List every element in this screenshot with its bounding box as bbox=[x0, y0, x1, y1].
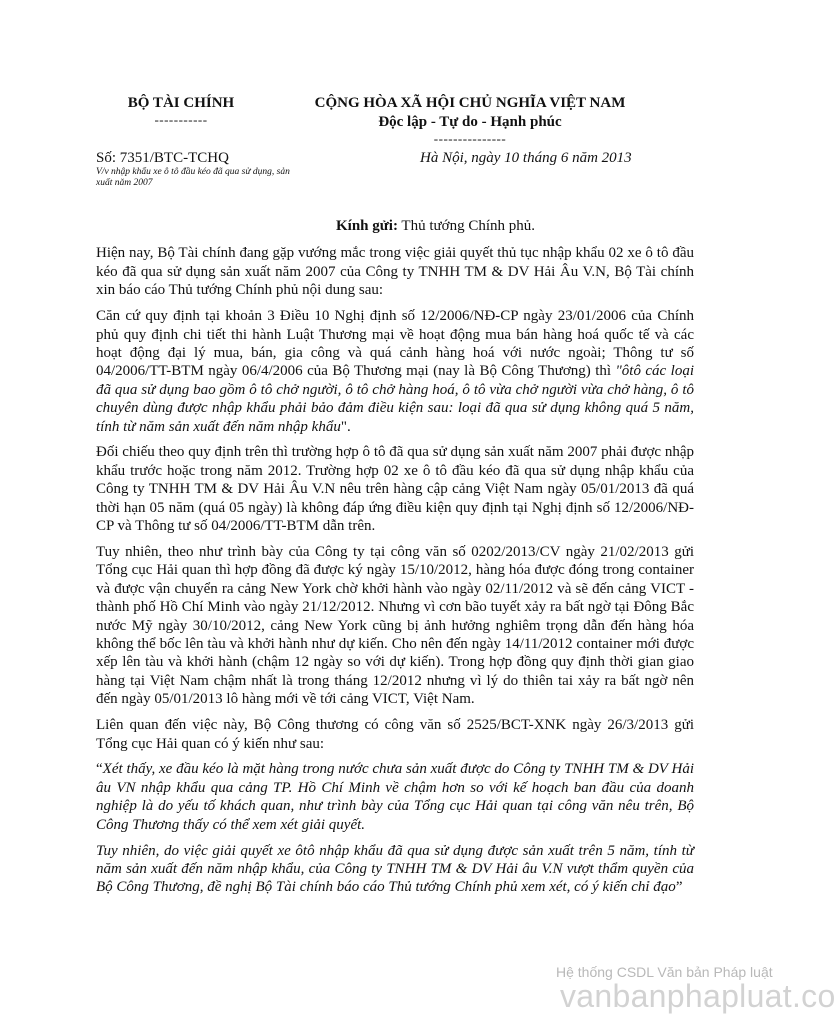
recipient-name: Thủ tướng Chính phủ. bbox=[401, 218, 535, 234]
recipient-label: Kính gửi: bbox=[336, 218, 398, 234]
paragraph-ministry-quote-2 bbox=[96, 842, 694, 897]
paragraph-legal-basis bbox=[96, 307, 694, 436]
watermark-caption: Hệ thống CSDL Văn bản Pháp luật bbox=[556, 964, 773, 980]
document-body bbox=[96, 217, 694, 904]
national-motto: Độc lập - Tự do - Hạnh phúc bbox=[378, 114, 562, 130]
ministry-quote-2-text: Tuy nhiên, do việc giải quyết xe ôtô nhập khẩu đã qua sử dụng được sản xuất trên 5 năm, tính từ năm sản xuất đến năm nhập khẩu, của Công ty TNHH TM & DV Hải âu V.N vượt thẩm quyền của Bộ Công Thương, đề nghị Bộ Tài chính báo cáo Thủ tướng Chính phủ xem xét, có ý kiến chỉ đạo bbox=[96, 842, 694, 896]
document-subject: V/v nhập khẩu xe ô tô đầu kéo đã qua sử dụng, sản xuất năm 2007 bbox=[96, 167, 290, 188]
issuing-agency-block bbox=[96, 94, 266, 126]
legal-quote-end: ". bbox=[340, 418, 351, 435]
place-and-date: Hà Nội, ngày 10 tháng 6 năm 2013 bbox=[420, 150, 632, 166]
country-name: CỘNG HÒA XÃ HỘI CHỦ NGHĨA VIỆT NAM bbox=[314, 95, 626, 111]
issuing-agency: BỘ TÀI CHÍNH bbox=[127, 95, 235, 111]
ministry-quote-1-text: Xét thấy, xe đầu kéo là mặt hàng trong nước chưa sản xuất được do Công ty TNHH TM & DV Hải âu VN nhập khẩu qua cảng TP. Hồ Chí Minh về chậm hơn so với kế hoạch ban đầu của doanh nghiệp là do yếu tố khách quan, như trình bày của Tổng cục Hải quan tại công văn nêu trên, Bộ Công Thương thấy có thể xem xét giải quyết. bbox=[96, 761, 694, 833]
paragraph-ministry-quote-1 bbox=[96, 760, 694, 834]
document-number: Số: 7351/BTC-TCHQ bbox=[96, 150, 229, 166]
national-title-block bbox=[285, 94, 655, 145]
motto-separator: --------------- bbox=[433, 131, 507, 146]
quote-open-mark: “ bbox=[96, 761, 103, 778]
watermark-site: vanbanphapluat.co bbox=[560, 978, 836, 1014]
recipient-line bbox=[96, 217, 694, 235]
paragraph-intro: Hiện nay, Bộ Tài chính đang gặp vướng mắc trong việc giải quyết thủ tục nhập khẩu 02 xe ô tô đầu kéo đã qua sử dụng sản xuất năm 2007 của Công ty TNHH TM & DV Hải Âu V.N, Bộ Tài chính xin báo cáo Thủ tướng Chính phủ nội dung sau: bbox=[96, 245, 694, 299]
legal-basis-text: Căn cứ quy định tại khoản 3 Điều 10 Nghị định số 12/2006/NĐ-CP ngày 23/01/2006 của Chính phủ quy định chi tiết thi hành Luật Thương mại về hoạt động mua bán hàng hoá quốc tế và các hoạt động đại lý mua, bán, gia công và quá cảnh hàng hoá với nước ngoài; Thông tư số 04/2006/TT-BTM ngày 06/4/2006 của Bộ Thương mại (nay là Bộ Công Thương) thì bbox=[96, 308, 694, 380]
paragraph-company-explanation: Tuy nhiên, theo như trình bày của Công ty tại công văn số 0202/2013/CV ngày 21/02/2013 gửi Tổng cục Hải quan thì hợp đồng đã được ký ngày 15/10/2012, hàng hóa được đóng trong container và được vận chuyển ra cảng New York chờ khởi hành vào ngày 02/11/2012 và sẽ đến cảng VICT - thành phố Hồ Chí Minh vào ngày 21/12/2012. Nhưng vì cơn bão tuyết xảy ra bất ngờ tại Đông Bắc nước Mỹ ngày 30/10/2012, cảng New York cũng bị ảnh hưởng nghiêm trọng dẫn đến hàng hóa không thể bốc lên tàu và khởi hành như dự kiến. Cho nên đến ngày 14/11/2012 container mới được xếp lên tàu và khởi hành (chậm 12 ngày so với dự kiến). Trong hợp đồng quy định thời gian giao hàng tại Việt Nam chậm nhất là trong tháng 12/2012 nhưng vì lý do thiên tai xảy ra bất ngờ nên đến ngày 05/01/2013 lô hàng mới về tới cảng VICT, Việt Nam. bbox=[96, 544, 694, 708]
legal-quote: "ôtô các loại đã qua sử dụng bao gồm ô tô chở người, ô tô chở hàng hoá, ô tô vừa chở người vừa chở hàng, ô tô chuyên dùng được nhập khẩu phải bảo đảm điều kiện sau: loại đã qua sử dụng không quá 5 năm, tính từ năm sản xuất đến năm nhập khẩu bbox=[96, 363, 694, 435]
paragraph-comparison: Đối chiếu theo quy định trên thì trường hợp ô tô đã qua sử dụng sản xuất năm 2007 phải được nhập khẩu trước hoặc trong năm 2012. Trường hợp 02 xe ô tô đầu kéo đã qua sử dụng nhập khẩu của Công ty TNHH TM & DV Hải Âu V.N nêu trên hàng cập cảng Việt Nam ngày 05/01/2013 đã quá thời hạn 05 năm (quá 05 ngày) là không đáp ứng điều kiện quy định tại Nghị định số 12/2006/NĐ-CP và Thông tư số 04/2006/TT-BTM dẫn trên. bbox=[96, 444, 694, 535]
agency-separator: ----------- bbox=[154, 112, 208, 127]
paragraph-ministry-reference: Liên quan đến việc này, Bộ Công thương có công văn số 2525/BCT-XNK ngày 26/3/2013 gửi Tổng cục Hải quan có ý kiến như sau: bbox=[96, 717, 694, 752]
quote-close-mark: ” bbox=[675, 879, 683, 896]
